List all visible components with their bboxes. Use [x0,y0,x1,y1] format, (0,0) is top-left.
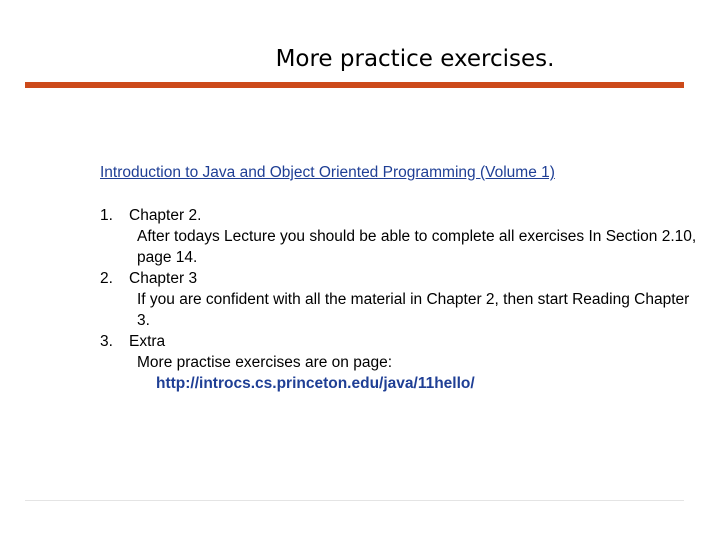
exercise-number: 1. [100,207,113,224]
title-underline-bar [25,82,684,88]
exercise-heading: Chapter 2. [129,207,202,224]
exercise-number: 2. [100,270,113,287]
book-title-link[interactable]: Introduction to Java and Object Oriented Programming (Volume 1) [100,164,555,181]
exercise-heading: Extra [129,333,166,350]
exercise-description: More practise exercises are on page: [137,354,393,371]
exercise-list [100,205,700,394]
title-underline-rule [25,82,684,88]
footer-divider [25,500,684,501]
exercise-item-extra [100,331,700,394]
exercise-heading: Chapter 3 [129,270,198,287]
exercise-item-chapter-2 [100,205,700,268]
exercise-description: After todays Lecture you should be able to complete all exercises In Section 2.10, page 14. [137,228,697,266]
exercise-number: 3. [100,333,113,350]
practice-exercises-url-link[interactable]: http://introcs.cs.princeton.edu/java/11hello/ [156,375,475,392]
exercise-item-chapter-3 [100,268,700,331]
exercise-description: If you are confident with all the material in Chapter 2, then start Reading Chapter 3. [137,291,690,329]
slide-title: More practice exercises. [275,46,555,72]
